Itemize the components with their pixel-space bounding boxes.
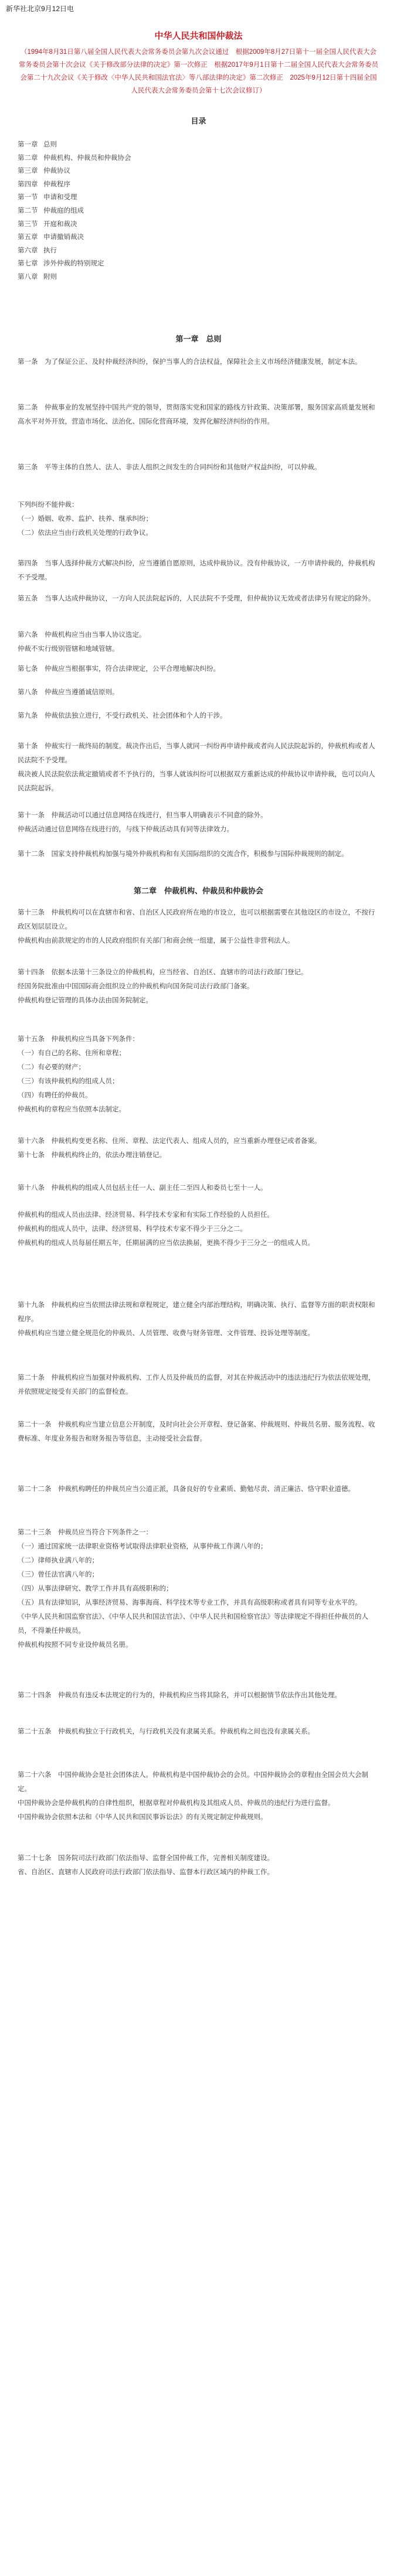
paragraph-line: 经国务院批准由中国国际商会组织设立的仲裁机构向国务院司法行政部门备案。 (18, 983, 254, 990)
paragraph-line: 第十七条 仲裁机构终止的，依法办理注销登记。 (18, 1152, 166, 1159)
toc-item-number: 第五章 (18, 234, 38, 241)
paragraph-line: 第九条 仲裁依法独立进行，不受行政机关、社会团体和个人的干涉。 (18, 712, 227, 719)
paragraph-line: 第十九条 仲裁机构应当依照法律法规和章程规定，建立健全内部治理结构，明确决策、执行、监督等方面的职责权限和程序。 (18, 1302, 375, 1323)
paragraph-line: 第三条 平等主体的自然人、法人、非法人组织之间发生的合同纠纷和其他财产权益纠纷，可以仲裁。 (18, 464, 321, 471)
toc-item-number: 第一节 (18, 194, 38, 202)
paragraph-line: 仲裁活动通过信息网络在线进行的，与线下仲裁活动具有同等法律效力。 (18, 826, 233, 833)
article-paragraph (18, 1418, 379, 1446)
paragraph-line: 第四条 当事人选择仲裁方式解决纠纷，应当遵循自愿原则，达成仲裁协议。没有仲裁协议，一方申请仲裁的，仲裁机构不予受理。 (18, 560, 375, 581)
toc-item-number: 第三节 (18, 220, 38, 228)
paragraph-line: （一）有自己的名称、住所和章程； (18, 1050, 125, 1057)
paragraph-line: 仲裁机构的章程应当依照本法制定。 (18, 1106, 125, 1113)
toc-item (18, 244, 205, 258)
article-paragraph (18, 1482, 379, 1496)
article-paragraph (18, 1725, 379, 1739)
paragraph-line: （二）依法应当由行政机关处理的行政争议。 (18, 530, 152, 537)
toc-item (18, 165, 205, 178)
article-paragraph (18, 1032, 379, 1117)
paragraph-line: 仲裁不实行级别管辖和地域管辖。 (18, 646, 119, 653)
toc-item (18, 271, 205, 284)
paragraph-line: 仲裁机构的组成人员由法律、经济贸易、科学技术专家和有实际工作经验的人员担任。 (18, 1212, 274, 1219)
article-paragraph (18, 401, 379, 429)
toc-item (18, 257, 205, 271)
paragraph-line: （三）曾任法官满八年的； (18, 1571, 99, 1578)
toc-item-label: 仲裁程序 (43, 180, 70, 188)
paragraph-line: 中国仲裁协会依照本法和《中华人民共和国民事诉讼法》的有关规定制定仲裁规则。 (18, 1814, 267, 1821)
paragraph-line: 第十条 仲裁实行一裁终局的制度。裁决作出后，当事人就同一纠纷再申请仲裁或者向人民法院起诉的，仲裁机构或者人民法院不予受理。 (18, 743, 375, 764)
article-paragraph (18, 592, 379, 606)
paragraph-line: 中国仲裁协会是仲裁机构的自律性组织，根据章程对仲裁机构及其组成人员、仲裁员的违纪行为进行监督。 (18, 1800, 335, 1807)
paragraph-line: 第十六条 仲裁机构变更名称、住所、章程、法定代表人、组成人员的，应当重新办理登记或者备案。 (18, 1138, 321, 1145)
paragraph-line: 第二条 仲裁事业的发展坚持中国共产党的领导，贯彻落实党和国家的路线方针政策、决策部署，服务国家高质量发展和高水平对外开放，营造市场化、法治化、国际化营商环境，发挥化解经济纠纷的作用。 (18, 404, 375, 425)
paragraph-line: 《中华人民共和国监察官法》、《中华人民共和国法官法》、《中华人民共和国检察官法》等法律规定不得担任仲裁员的人员，不得兼任仲裁员。 (18, 1613, 368, 1635)
paragraph-line: 第二十三条 仲裁员应当符合下列条件之一： (18, 1529, 152, 1536)
toc-item (18, 231, 205, 244)
toc-item (18, 138, 205, 152)
paragraph-line: （三）有该仲裁机构的组成人员； (18, 1078, 119, 1085)
toc-item-number: 第四章 (18, 180, 38, 188)
paragraph-line: 仲裁机构的组成人员每届任期五年，任期届满的应当依法换届，更换不得少于三分之一的组成人员。 (18, 1240, 314, 1247)
chapter-heading: 第二章 仲裁机构、仲裁员和仲裁协会 (133, 886, 263, 895)
article-paragraph (18, 1768, 379, 1824)
article-paragraph (18, 965, 379, 1008)
paragraph-line: 第七条 仲裁应当根据事实，符合法律规定，公平合理地解决纠纷。 (18, 666, 220, 673)
article-paragraph (18, 662, 379, 676)
paragraph-line: 第十一条 仲裁活动可以通过信息网络在线进行，但当事人明确表示不同意的除外。 (18, 812, 267, 819)
paragraph-line: （二）有必要的财产； (18, 1064, 85, 1071)
toc-item (18, 178, 205, 192)
paragraph-line: 仲裁机构按照不同专业设仲裁员名册。 (18, 1642, 133, 1649)
toc-item-label: 仲裁机构、仲裁员和仲裁协会 (43, 154, 131, 162)
toc-item-number: 第二章 (18, 154, 38, 162)
article-paragraph (18, 709, 379, 723)
paragraph-line: （五）具有法律知识，从事经济贸易、海事海商、科学技术等专业工作，并具有高级职称或者具有同等专业水平的。 (18, 1599, 362, 1606)
toc-item (18, 191, 205, 204)
paragraph-line: 第二十一条 仲裁机构应当建立信息公开制度，及时向社会公开章程、登记备案、仲裁规则、仲裁员名册、服务流程、收费标准、年度业务报告和财务报告等信息，主动接受社会监督。 (18, 1421, 375, 1442)
table-of-contents (18, 138, 205, 284)
article-paragraph (18, 557, 379, 585)
paragraph-line: （四）有聘任的仲裁员。 (18, 1092, 92, 1099)
toc-item-label: 执行 (43, 247, 57, 254)
article-paragraph (18, 1371, 379, 1399)
law-amendment-history: （1994年8月31日第八届全国人民代表大会常务委员会第九次会议通过 根据2009年8月27日第十一届全国人民代表大会常务委员会第十次会议《关于修改部分法律的决定》第一次修正 根据2017年9月1日第十二届全国人民代表大会常务委员会第二十九次会议《关于修改〈中华人民共和国法官法〉等八部法律的决定》第二次修正 2025年9月12日第十四届全国人民代表大会常务委员会第十七次会议修订） (18, 49, 379, 94)
article-paragraph (18, 1688, 379, 1702)
article-paragraph (18, 1208, 379, 1250)
toc-item-label: 申请和受理 (43, 194, 77, 202)
article-paragraph (18, 628, 379, 656)
paragraph-line: （一）婚姻、收养、监护、扶养、继承纠纷； (18, 516, 152, 523)
paragraph-line: 第十三条 仲裁机构可以在直辖市和省、自治区人民政府所在地的市设立，也可以根据需要在其他设区的市设立，不按行政区划层层设立。 (18, 909, 375, 930)
article-paragraph (18, 808, 379, 837)
paragraph-line: 第十五条 仲裁机构应当具备下列条件： (18, 1036, 139, 1043)
article-paragraph (18, 1181, 379, 1195)
paragraph-line: 第十二条 国家支持仲裁机构加强与境外仲裁机构和有关国际组织的交流合作，积极参与国际仲裁规则的制定。 (18, 851, 348, 858)
toc-item-number: 第二节 (18, 207, 38, 214)
toc-item-number: 第七章 (18, 260, 38, 268)
paragraph-line: （四）从事法律研究、教学工作并具有高级职称的； (18, 1585, 173, 1592)
paragraph-line: 第二十二条 仲裁机构聘任的仲裁员应当公道正派，具备良好的专业素质、勤勉尽责、清正廉洁、恪守职业道德。 (18, 1486, 355, 1493)
paragraph-line: （一）通过国家统一法律职业资格考试取得法律职业资格，从事仲裁工作满八年的； (18, 1543, 267, 1550)
paragraph-line: 第五条 当事人达成仲裁协议，一方向人民法院起诉的，人民法院不予受理，但仲裁协议无效或者法律另有规定的除外。 (18, 595, 375, 602)
toc-item-label: 涉外仲裁的特别规定 (43, 260, 104, 268)
paragraph-line: 第二十六条 中国仲裁协会是社会团体法人。仲裁机构是中国仲裁协会的会员。中国仲裁协会的章程由全国会员大会制定。 (18, 1772, 368, 1793)
paragraph-line: 裁决被人民法院依法裁定撤销或者不予执行的，当事人就该纠纷可以根据双方重新达成的仲裁协议申请仲裁，也可以向人民法院起诉。 (18, 771, 375, 792)
paragraph-line: （二）律师执业满八年的； (18, 1557, 99, 1564)
paragraph-line: 第一条 为了保证公正、及时仲裁经济纠纷，保护当事人的合法权益，保障社会主义市场经济健康发展，制定本法。 (18, 359, 362, 366)
toc-item-label: 仲裁协议 (43, 168, 70, 175)
article-paragraph (18, 847, 379, 861)
paragraph-line: 省、自治区、直辖市人民政府司法行政部门依法指导、监督本行政区域内的仲裁工作。 (18, 1869, 274, 1876)
article-paragraph (18, 906, 379, 948)
toc-item-label: 开庭和裁决 (43, 220, 77, 228)
paragraph-line: 第十四条 依据本法第十三条设立的仲裁机构，应当经省、自治区、直辖市的司法行政部门登记。 (18, 969, 308, 976)
law-title: 中华人民共和国仲裁法 (154, 31, 243, 41)
paragraph-line: 第八条 仲裁应当遵循诚信原则。 (18, 689, 119, 696)
article-paragraph (18, 498, 379, 540)
article-paragraph (18, 355, 379, 369)
paragraph-line: 仲裁机构登记管理的具体办法由国务院制定。 (18, 997, 152, 1004)
article-paragraph (18, 739, 379, 796)
paragraph-line: 第二十条 仲裁机构应当加强对仲裁机构、工作人员及仲裁员的监督，对其在仲裁活动中的违法违纪行为依法依规处理，并依照规定接受有关部门的监督检查。 (18, 1374, 375, 1396)
toc-item-label: 申请撤销裁决 (43, 234, 84, 241)
article-paragraph (18, 1298, 379, 1340)
toc-title: 目录 (191, 117, 206, 125)
paragraph-line: 第二十四条 仲裁员有违反本法规定的行为的，仲裁机构应当将其除名，并可以根据情节依法作出其他处理。 (18, 1692, 341, 1699)
toc-item-number: 第八章 (18, 273, 38, 281)
toc-item-number: 第六章 (18, 247, 38, 254)
paragraph-line: 第六条 仲裁机构应当由当事人协议选定。 (18, 632, 146, 639)
toc-item (18, 204, 205, 218)
article-paragraph (18, 460, 379, 475)
article-paragraph (18, 685, 379, 700)
toc-item-label: 总则 (43, 141, 57, 148)
paragraph-line: 仲裁机构由前款规定的市的人民政府组织有关部门和商会统一组建，属于公益性非营利法人。 (18, 937, 294, 944)
toc-item-label: 附则 (43, 273, 57, 281)
toc-item-number: 第三章 (18, 168, 38, 175)
article-paragraph (18, 1851, 379, 1879)
toc-item (18, 218, 205, 231)
toc-item-number: 第一章 (18, 141, 38, 148)
paragraph-line: 第二十五条 仲裁机构独立于行政机关，与行政机关没有隶属关系。仲裁机构之间也没有隶属关系。 (18, 1728, 314, 1735)
paragraph-line: 第二十七条 国务院司法行政部门依法指导、监督全国仲裁工作，完善相关制度建设。 (18, 1855, 274, 1862)
paragraph-line: 下列纠纷不能仲裁： (18, 501, 79, 509)
toc-item (18, 152, 205, 165)
article-paragraph (18, 1134, 379, 1162)
article-paragraph (18, 1526, 379, 1652)
paragraph-line: 仲裁机构应当建立健全规范化的仲裁员、人员管理、收费与财务管理、文件管理、投诉处理等制度。 (18, 1330, 314, 1337)
dateline: 新华社北京9月12日电 (6, 5, 74, 13)
paragraph-line: 第十八条 仲裁机构的组成人员包括主任一人、副主任二至四人和委员七至十一人。 (18, 1185, 267, 1192)
toc-item-label: 仲裁庭的组成 (43, 207, 84, 214)
chapter-heading: 第一章 总则 (175, 335, 222, 343)
paragraph-line: 仲裁机构的组成人员中，法律、经济贸易、科学技术专家不得少于三分之二。 (18, 1226, 247, 1233)
